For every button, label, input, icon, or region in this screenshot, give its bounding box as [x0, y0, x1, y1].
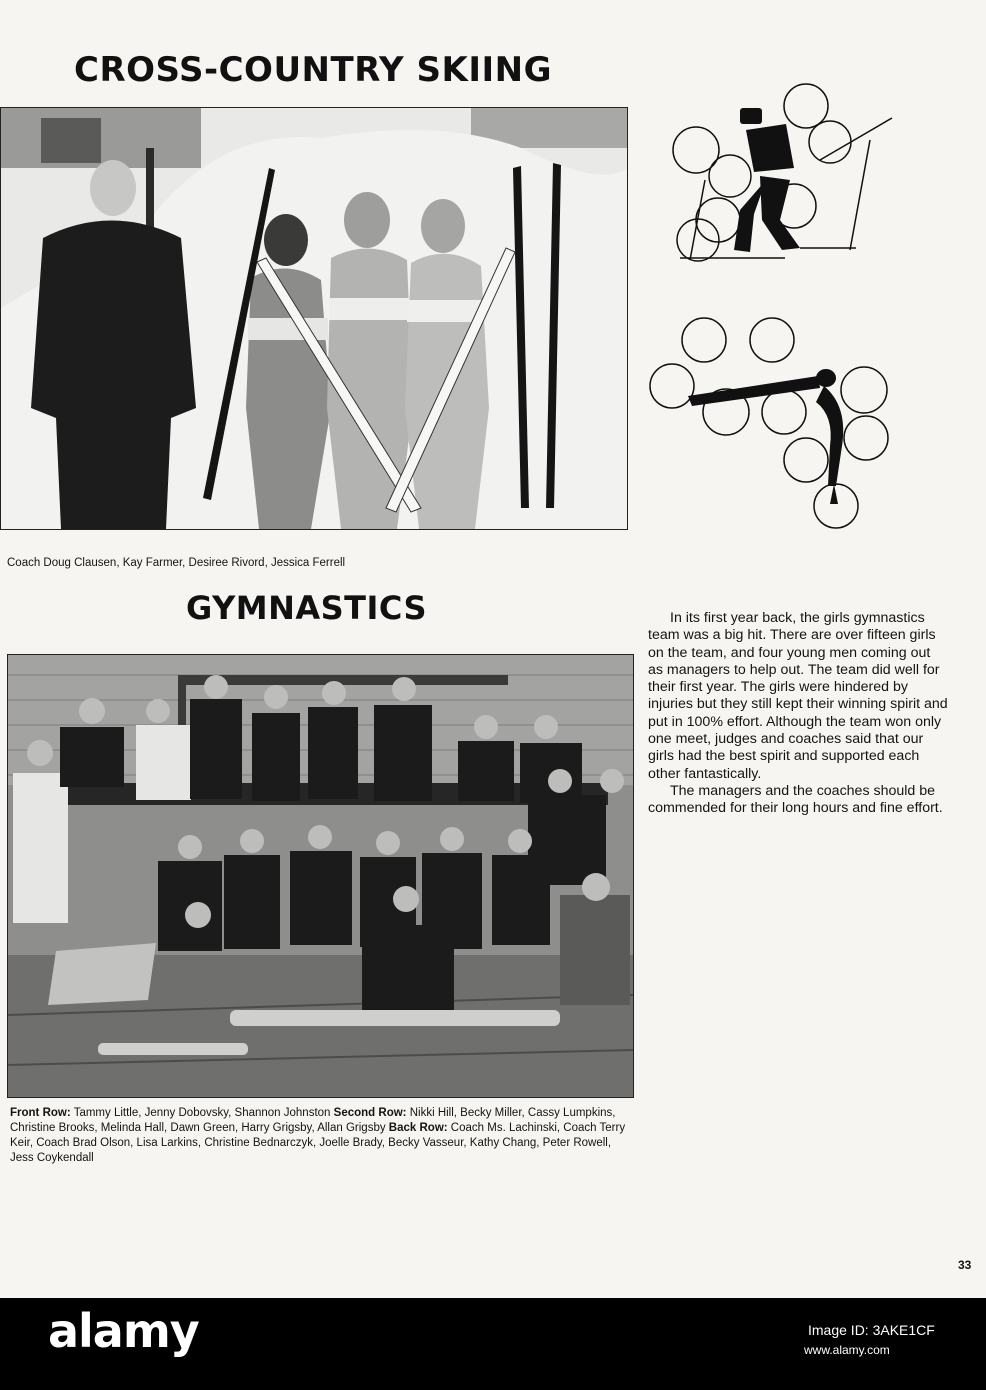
- back-row-label: Back Row:: [388, 1122, 448, 1134]
- gym-photo-illustration: [8, 655, 633, 1097]
- gymnastics-caption: [10, 1106, 632, 1166]
- second-row-label: Second Row:: [333, 1107, 407, 1119]
- gymnastics-article: [648, 610, 948, 818]
- alamy-logo: alamy: [48, 1304, 199, 1358]
- cross-country-skier-drawing: [670, 80, 900, 280]
- cross-country-title: CROSS-COUNTRY SKIING: [74, 50, 552, 90]
- front-row-label: Front Row:: [10, 1107, 71, 1119]
- gymnastics-team-photo: [7, 654, 634, 1098]
- image-id: Image ID: 3AKE1CF: [808, 1322, 935, 1338]
- gymnastics-title: GYMNASTICS: [186, 589, 428, 627]
- back-row-names: Coach Ms. Lachinski, Coach Terry Keir, Coach Brad Olson, Lisa Larkins, Christine Bednarczyk, Joelle Brady, Becky Vasseur, Kathy Chang, Peter Rowell, Jess Coykendall: [10, 1122, 626, 1164]
- second-row-names: Nikki Hill, Becky Miller, Cassy Lumpkins, Christine Brooks, Melinda Hall, Dawn Green, Harry Grigsby, Allan Grigsby: [10, 1107, 616, 1134]
- cross-country-caption: Coach Doug Clausen, Kay Farmer, Desiree Rivord, Jessica Ferrell: [7, 557, 346, 569]
- gymnast-drawing: [648, 316, 898, 538]
- page-number: 33: [958, 1258, 972, 1272]
- stock-url: www.alamy.com: [804, 1343, 890, 1357]
- article-paragraph: In its first year back, the girls gymnastics team was a big hit. There are over fifteen girls on the team, and four young men coming out as managers to help out. The team did well for their first year. The girls were hindered by injuries but they still kept their winning spirit and put in 100% effort. Although the team won only one meet, judges and coaches said that our girls had the best spirit and supported each other fantastically.: [648, 610, 948, 782]
- ski-photo-illustration: [1, 108, 627, 529]
- front-row-names: Tammy Little, Jenny Dobovsky, Shannon Johnston: [73, 1107, 331, 1119]
- cross-country-team-photo: [0, 107, 628, 530]
- article-paragraph: The managers and the coaches should be commended for their long hours and fine effort.: [648, 782, 943, 817]
